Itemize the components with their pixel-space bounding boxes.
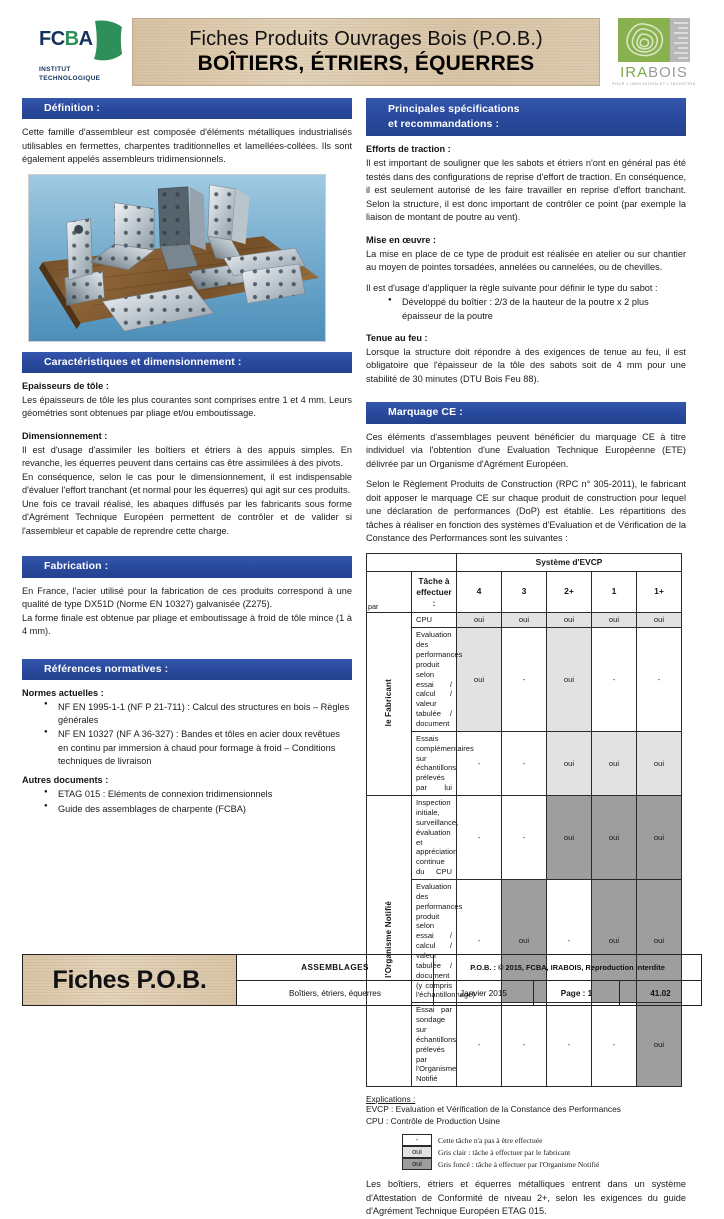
table-cell-empty (367, 553, 457, 571)
legend-label-light: Gris clair : tâche à effectuer par le fabricant (438, 1147, 571, 1157)
text-fabrication-1: En France, l'acier utilisé pour la fabrication de ces produits correspond à une qualité de type DX51D (Norme EN 10327) galvanisée (Z275). (22, 585, 352, 610)
section-heading-specifications-line1: Principales spécifications (388, 103, 520, 115)
irabois-tagline: POUR L'INNOVATION ET L'INDUSTRIE (612, 82, 696, 86)
footer-copyright: P.O.B. : © 2015, FCBA, IRABOIS, Reproduction interdite (433, 955, 701, 980)
block-dimensionnement (22, 430, 352, 538)
table-cell-value: - (592, 628, 637, 732)
footer-subtitle: Boîtiers, étriers, équerres (289, 988, 381, 998)
section-heading-specifications-line2: et recommandations : (388, 118, 500, 131)
document-title-line2: BOÎTIERS, ÉTRIERS, ÉQUERRES (197, 52, 535, 75)
table-cell-task: Essai par sondage sur échantillons prélevés par l'Organisme Notifié (412, 1003, 457, 1087)
table-cell-value: oui (547, 628, 592, 732)
table-cell-value: oui (637, 731, 682, 795)
section-heading-marquage-ce: Marquage CE : (366, 402, 686, 423)
table-cell-value: oui (592, 796, 637, 880)
label-normes-actuelles: Normes actuelles : (22, 687, 104, 698)
list-autres-documents (22, 788, 352, 816)
table-cell-value: - (457, 1003, 502, 1087)
text-tenue-au-feu: Lorsque la structure doit répondre à des exigences de tenue au feu, il est obligatoire que l'épaisseur de la tôle des sabots soit de 4 mm pour une stabilité de 30 minutes (DTU Bois Feu 88). (366, 346, 686, 384)
text-closing-attestation: Les boîtiers, étriers et équerres métalliques entrent dans un système d'Attestation de Conformité de niveau 2+, selon les exigences du guide d'Agrément Technique Européen ETAG 015. (366, 1179, 686, 1217)
table-header-col-4: 4 (457, 571, 502, 613)
table-row (367, 613, 682, 628)
definition-paragraph: Cette famille d'assembleur est composée d'éléments métalliques industrialisés utilisables en fermettes, charpentes traditionnelles et lamellées-collées. Ils sont également appelés assembleurs tridimensionnels. (22, 127, 352, 165)
fcba-logo (22, 20, 126, 84)
label-autres-documents: Autres documents : (22, 775, 109, 786)
legend-row-dark (402, 1158, 686, 1170)
table-cell-value: - (502, 731, 547, 795)
section-heading-fabrication: Fabrication : (22, 556, 352, 577)
table-cell-value: oui (547, 731, 592, 795)
label-mise-en-oeuvre: Mise en œuvre : (366, 234, 436, 245)
document-title-line1: Fiches Produits Ouvrages Bois (P.O.B.) (189, 28, 543, 50)
fcba-letters-fc: FC (39, 28, 65, 51)
table-group-label-fabricant-text: le Fabricant (383, 679, 393, 727)
document-footer (22, 954, 702, 1006)
text-marquage-1: Ces éléments d'assemblages peuvent bénéficier du marquage CE à titre individuel via l'obtention d'une Evaluation Technique Européenne (ETE) délivrée par un Organisme d'Agrément Européen. (366, 431, 686, 469)
table-header-tache: Tâche à effectuer : (412, 571, 457, 613)
table-header-col-3: 3 (502, 571, 547, 613)
list-item: ● Guide des assemblages de charpente (FCBA) (44, 803, 352, 816)
block-epaisseurs (22, 380, 352, 421)
label-dimensionnement: Dimensionnement : (22, 430, 108, 441)
legend-swatch-light: oui (402, 1146, 432, 1158)
block-mise-en-oeuvre (366, 234, 686, 323)
table-cell-value: oui (547, 613, 592, 628)
footer-reference: 41.02 (619, 981, 701, 1005)
table-row-system-header (367, 553, 682, 571)
table-cell-task: Evaluation des performances produit selon essai / calcul / valeur tabulée / document (y compris l'échantillonnage) (412, 879, 457, 1002)
footer-date: Janvier 2015 (433, 981, 533, 1005)
fcba-letters-a: A (78, 28, 93, 51)
text-epaisseurs: Les épaisseurs de tôle les plus courantes sont comprises entre 1 et 4 mm. Leurs géométries sont obtenues par pliage et/ou emboutissage. (22, 394, 352, 419)
table-row-column-headers (367, 571, 682, 613)
table-legend (402, 1134, 686, 1170)
table-cell-value: - (637, 628, 682, 732)
table-cell-value: - (502, 628, 547, 732)
table-cell-task: Evaluation des performances produit selon essai / calcul / valeur tabulée / document (412, 628, 457, 732)
table-cell-value: oui (502, 879, 547, 1002)
table-cell-task: Inspection initiale, surveillance, évaluation et appréciation continue du CPU (412, 796, 457, 880)
document-header (22, 14, 702, 90)
footer-row-bottom (237, 980, 701, 1005)
table-cell-value: - (457, 796, 502, 880)
explications-evcp: EVCP : Evaluation et Vérification de la Constance des Performances (366, 1104, 621, 1115)
table-row (367, 1003, 682, 1087)
list-item: ● Développé du boîtier : 2/3 de la hauteur de la poutre x 2 plus épaisseur de la poutre (388, 296, 686, 323)
table-cell-value: - (592, 1003, 637, 1087)
table-cell-value: oui (637, 796, 682, 880)
table-cell-value: oui (592, 613, 637, 628)
irabois-wordmark (620, 64, 688, 81)
table-cell-value: - (457, 731, 502, 795)
list-item: ● ETAG 015 : Eléments de connexion tridimensionnels (44, 788, 352, 801)
legend-row-light (402, 1146, 686, 1158)
table-header-col-1: 1 (592, 571, 637, 613)
label-tenue-au-feu: Tenue au feu : (366, 333, 428, 343)
table-cell-value: - (502, 1003, 547, 1087)
footer-page-number: Page : 1 (533, 981, 619, 1005)
table-header-col-2plus: 2+ (547, 571, 592, 613)
table-row (367, 628, 682, 732)
footer-grid (237, 955, 701, 1005)
table-row (367, 731, 682, 795)
table-cell-value: oui (547, 796, 592, 880)
label-efforts-traction: Efforts de traction : (366, 144, 451, 155)
table-cell-value: oui (637, 613, 682, 628)
irabois-word-bois: BOIS (648, 64, 688, 81)
text-fabrication-2: La forme finale est obtenue par pliage et emboutissage à froid de tôle mince (1 à 4 mm). (22, 612, 352, 637)
table-header-systeme-evcp: Système d'EVCP (457, 553, 682, 571)
list-mise-en-oeuvre (366, 296, 686, 323)
table-cell-value: - (457, 879, 502, 1002)
title-plate (132, 18, 600, 86)
text-dimensionnement-2: En conséquence, selon le cas pour le dimensionnement, il est indispensable d'évaluer l'effort tranchant (et normal pour les équerres) qui agit sur ces produits. (22, 471, 352, 496)
table-group-label-fabricant (367, 613, 412, 796)
table-cell-value: - (547, 1003, 592, 1087)
table-cell-value: oui (592, 879, 637, 1002)
list-item: ● NF EN 10327 (NF A 36-327) : Bandes et tôles en acier doux revêtues en continu par immersion à chaud pour formage à froid – Conditions techniques de livraison (44, 728, 352, 768)
table-cell-value: oui (592, 731, 637, 795)
table-cell-task: Essais complémentaires sur échantillons prélevés par lui (412, 731, 457, 795)
block-efforts-traction (366, 143, 686, 224)
list-normes-actuelles (22, 701, 352, 769)
table-cell-value: oui (637, 879, 682, 1002)
table-cell-value: - (502, 796, 547, 880)
legend-swatch-dark: oui (402, 1158, 432, 1170)
evcp-table (366, 553, 682, 1087)
legend-swatch-none: - (402, 1134, 432, 1146)
text-dimensionnement-3: Une fois ce travail réalisé, les abaques diffusés par les fabricants sous forme d'Agrément Technique Européen permettent de contrôler et de valider si l'assembleur et capable de reprendre cette charge. (22, 498, 352, 536)
table-header-col-1plus: 1+ (637, 571, 682, 613)
section-heading-caracteristiques: Caractéristiques et dimensionnement : (22, 352, 352, 373)
irabois-logo (606, 18, 702, 86)
legend-label-none: Cette tâche n'a pas à être effectuée (438, 1135, 543, 1145)
footer-row-top (237, 955, 701, 980)
table-label-par: par (367, 571, 412, 613)
block-tenue-au-feu (366, 332, 686, 386)
text-marquage-2: Selon le Règlement Produits de Construction (RPC n° 305-2011), le fabricant doit apposer le marquage CE sur chaque produit de construction pour lequel une déclaration de performances (DoP) est établie. Les répartitions des tâches à réaliser en fonction des systèmes d'Evaluation et de Vérification de la Constance des Performances sont les suivantes : (366, 479, 686, 544)
footer-brand: Fiches P.O.B. (23, 955, 237, 1005)
left-column (22, 98, 352, 954)
fcba-letters-b: B (64, 28, 79, 51)
table-cell-value: - (547, 879, 592, 1002)
table-group-label-organisme (367, 796, 412, 1087)
legend-row-none (402, 1134, 686, 1146)
fcba-logo-mark (39, 20, 123, 62)
irabois-tree-rings-icon (618, 18, 690, 62)
table-row (367, 796, 682, 880)
irabois-word-ira: IRA (620, 64, 649, 81)
fcba-subtitle (39, 66, 123, 84)
table-cell-value: oui (457, 628, 502, 732)
section-heading-references: Références normatives : (22, 659, 352, 680)
text-efforts-traction: Il est important de souligner que les sabots et étriers n'ont en général pas été testés dans des configurations de reprise d'effort de traction. En conséquence, il est seulement autorisé de les faire travailler en reprise d'effort tranchant. Selon la structure, il est donc important de contrôler ce point (par exemple la liaison de montant de poutre au vent). (366, 158, 686, 223)
legend-label-dark: Gris foncé : tâche à effectuer par l'Organisme Notifié (438, 1159, 600, 1169)
footer-assemblages: ASSEMBLAGES (301, 963, 369, 972)
fcba-leaf-icon (93, 20, 123, 62)
table-cell-task: CPU (412, 613, 457, 628)
table-group-label-organisme-text: l'Organisme Notifié (383, 901, 393, 979)
fcba-subtitle-line2: TECHNOLOGIQUE (39, 75, 101, 82)
table-cell-value: oui (457, 613, 502, 628)
explications-cpu: CPU : Contrôle de Production Usine (366, 1115, 501, 1126)
connectors-photo (28, 174, 326, 342)
section-heading-definition: Définition : (22, 98, 352, 119)
table-cell-value: oui (637, 1003, 682, 1087)
fcba-wordmark (39, 28, 93, 51)
text-mise-en-oeuvre-2: Il est d'usage d'appliquer la règle suivante pour définir le type du sabot : (366, 282, 658, 293)
text-mise-en-oeuvre-1: La mise en place de ce type de produit est réalisée en atelier ou sur chantier au moyen de pointes torsadées, annelées ou cannelées, ou de chevilles. (366, 248, 686, 273)
text-dimensionnement-1: Il est d'usage d'assimiler les boîtiers et étriers à des appuis simples. En revanche, les équerres peuvent dans certains cas être assimilées à des pivots. (22, 444, 352, 469)
list-item: ● NF EN 1995-1-1 (NF P 21-711) : Calcul des structures en bois – Règles générales (44, 701, 352, 728)
explications-title: Explications : (366, 1094, 416, 1105)
section-heading-specifications (366, 98, 686, 136)
table-cell-value: oui (502, 613, 547, 628)
label-epaisseurs: Epaisseurs de tôle : (22, 380, 109, 391)
fcba-subtitle-line1: INSTITUT (39, 66, 71, 74)
